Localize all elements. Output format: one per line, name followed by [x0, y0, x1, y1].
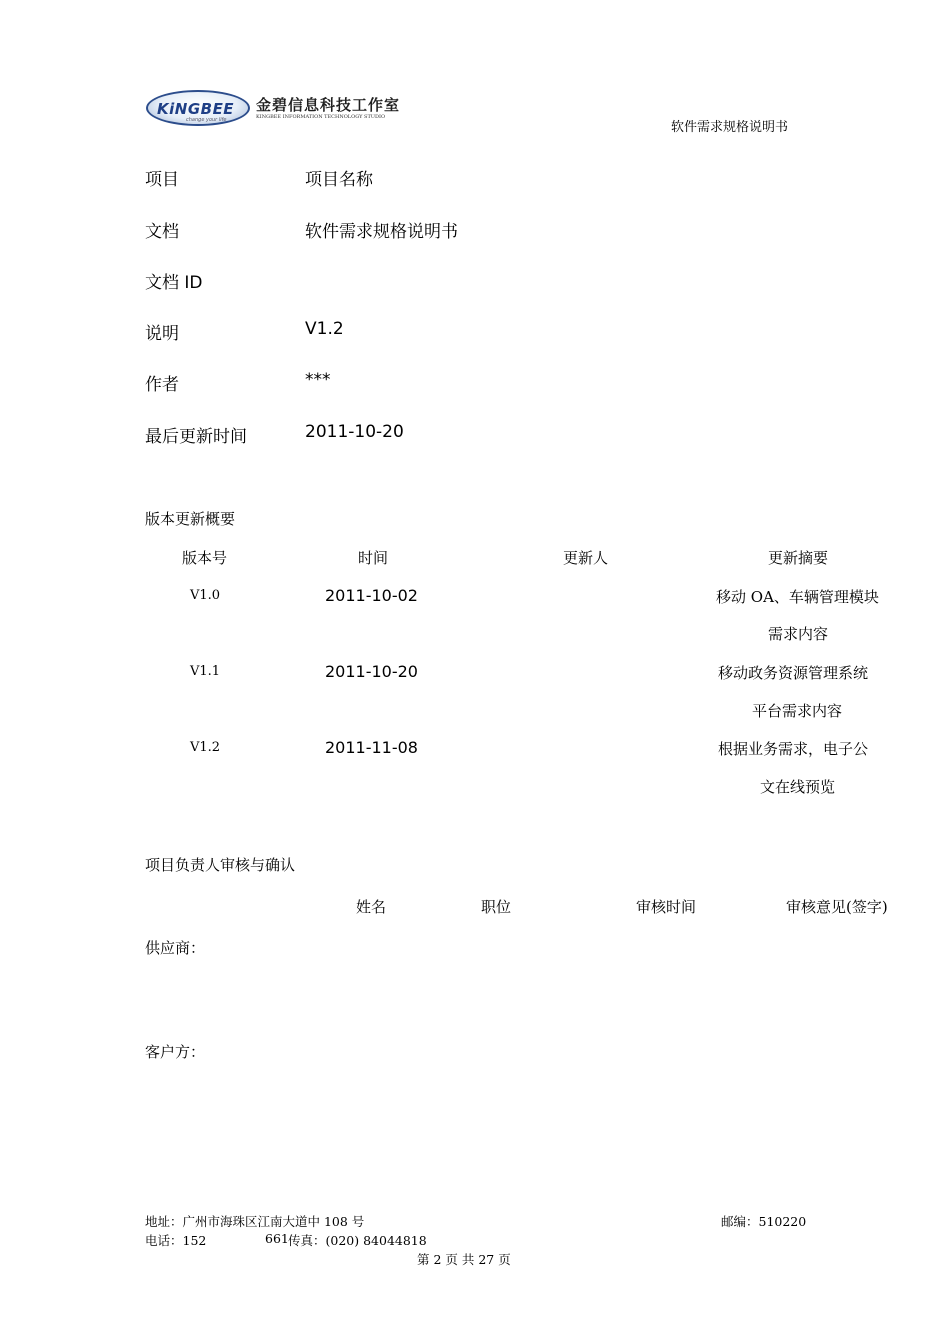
review-header-name: 姓名 [356, 898, 387, 916]
version-summary-line: 平台需求内容 [752, 702, 843, 720]
logo-tagline: change your life [186, 117, 227, 123]
company-logo [146, 88, 416, 128]
version-number: V1.2 [190, 740, 221, 755]
footer-phone: 电话：152 [145, 1233, 207, 1248]
footer-page-number: 第 2 页 共 27 页 [417, 1252, 511, 1267]
version-number: V1.1 [190, 664, 221, 679]
review-section-title: 项目负责人审核与确认 [145, 856, 296, 874]
version-number: V1.0 [190, 588, 221, 603]
version-section-title: 版本更新概要 [145, 510, 236, 528]
meta-label: 作者 [145, 375, 179, 395]
footer-phone-tail: 661 [265, 1231, 289, 1246]
version-date: 2011-10-20 [325, 662, 418, 681]
version-summary-line: 根据业务需求，电子公 [718, 740, 869, 758]
column-header-version: 版本号 [182, 549, 228, 567]
version-summary-line: 移动政务资源管理系统 [718, 664, 869, 682]
footer-address: 地址：广州市海珠区江南大道中 108 号 [145, 1214, 365, 1229]
meta-value: 项目名称 [305, 170, 373, 190]
footer-postcode: 邮编：510220 [721, 1214, 807, 1229]
version-summary-line: 文在线预览 [760, 778, 836, 796]
column-header-summary: 更新摘要 [768, 549, 829, 567]
logo-company-name-en: KINGBEE INFORMATION TECHNOLOGY STUDIO [256, 114, 386, 120]
meta-label: 最后更新时间 [145, 427, 247, 447]
footer-fax: 传真：(020) 84044818 [288, 1233, 427, 1248]
meta-label: 项目 [145, 170, 179, 190]
meta-value: V1.2 [305, 319, 344, 339]
version-date: 2011-10-02 [325, 586, 418, 605]
version-summary-line: 移动 OA、车辆管理模块 [716, 588, 879, 606]
meta-label: 文档 ID [145, 273, 203, 293]
review-header-position: 职位 [481, 898, 512, 916]
logo-brand-text: KiNGBEE [157, 100, 235, 118]
review-party-customer: 客户方： [145, 1043, 206, 1061]
meta-label: 说明 [145, 324, 179, 344]
review-header-opinion: 审核意见(签字) [786, 898, 888, 916]
header-document-title: 软件需求规格说明书 [671, 120, 789, 135]
version-date: 2011-11-08 [325, 738, 418, 757]
meta-value: *** [305, 370, 331, 390]
meta-value: 2011-10-20 [305, 422, 404, 442]
column-header-date: 时间 [358, 549, 389, 567]
review-party-supplier: 供应商： [145, 939, 206, 957]
logo-company-name: 金碧信息科技工作室 [256, 96, 401, 114]
logo-emblem [146, 90, 250, 126]
review-header-time: 审核时间 [636, 898, 697, 916]
version-summary-line: 需求内容 [768, 625, 829, 643]
meta-label: 文档 [145, 222, 179, 242]
meta-value: 软件需求规格说明书 [305, 222, 458, 242]
column-header-updater: 更新人 [563, 549, 609, 567]
